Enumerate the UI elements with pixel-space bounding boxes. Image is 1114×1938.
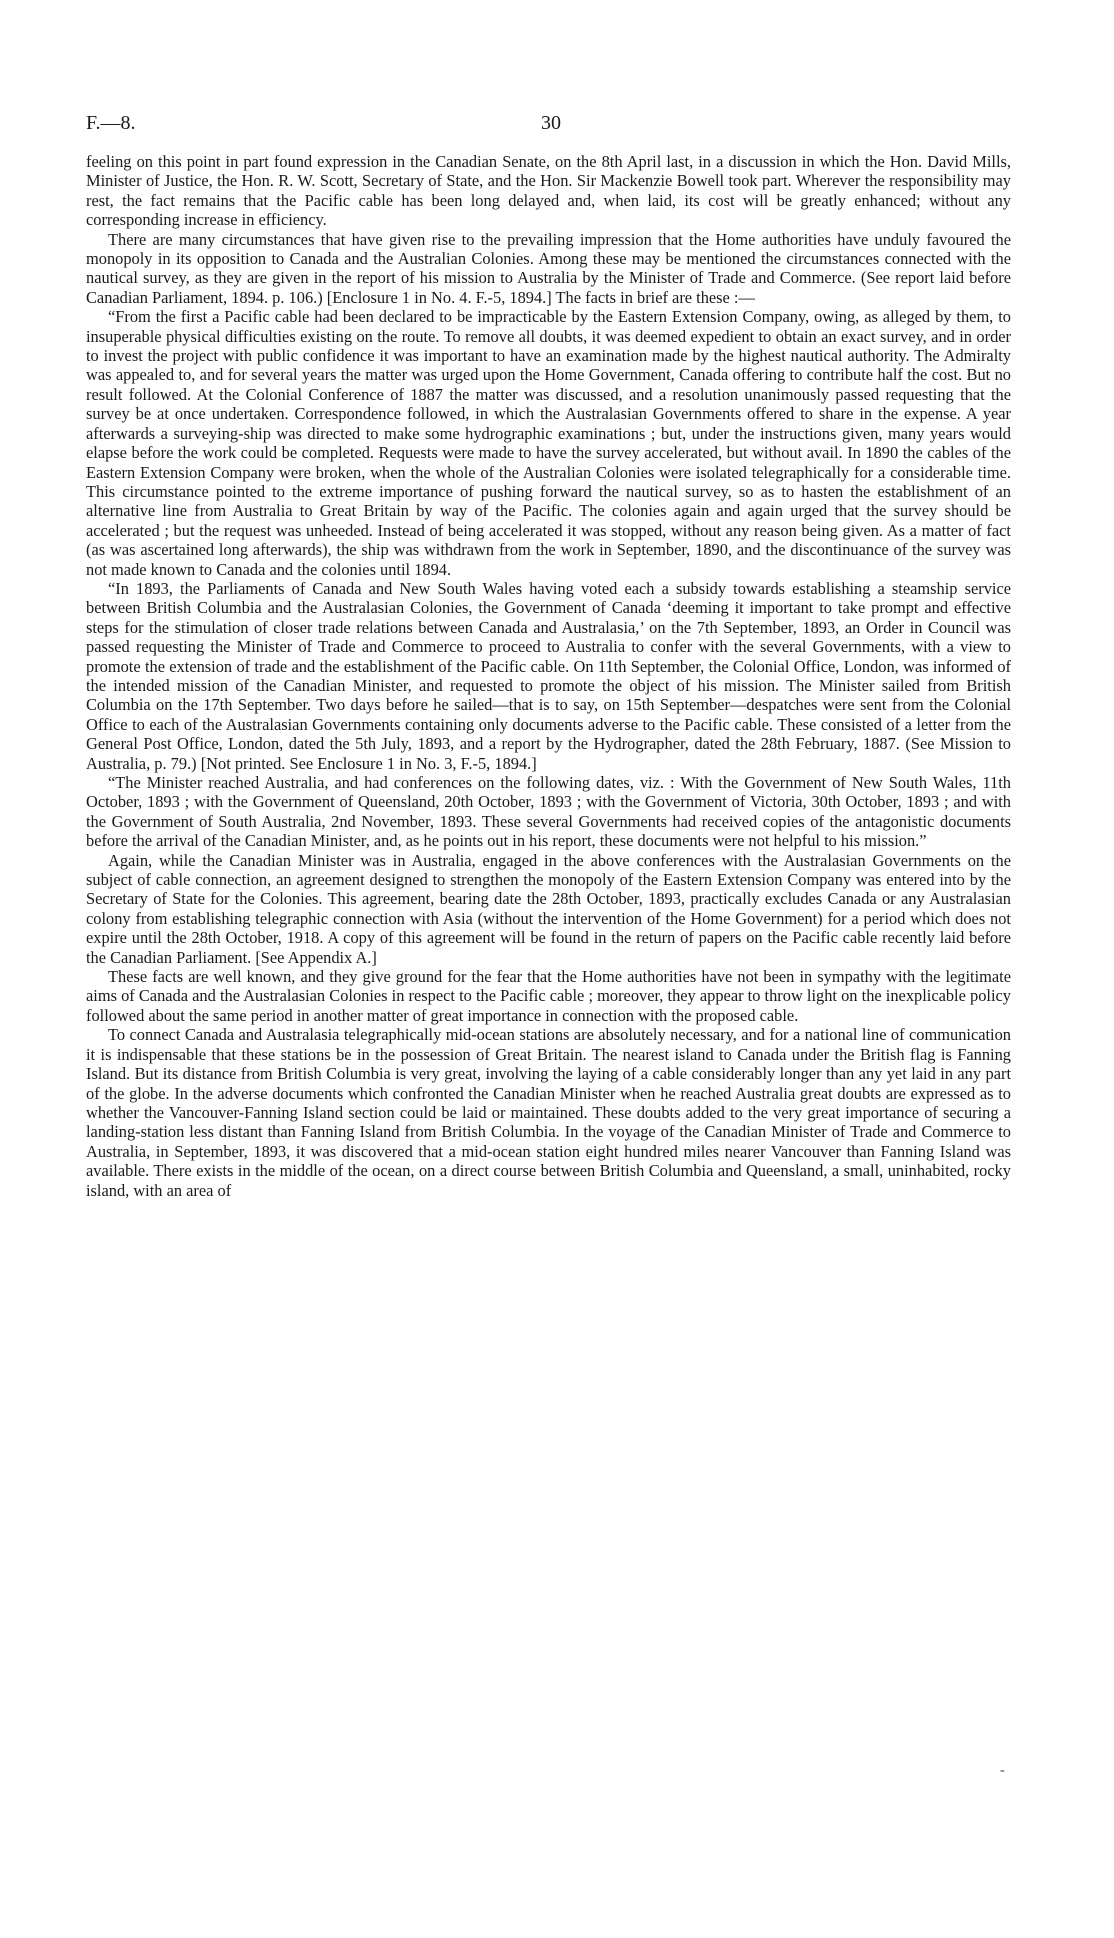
paragraph-3: “From the first a Pacific cable had been declared to be impracticable by the Eastern Extension Company, owing, as alleged by them, to insuperable physical difficulties existing on the route. To remove all doubts, it was deemed expedient to obtain an exact survey, and in order to invest the project with public confidence it was important to have an examination made by the highest nautical authority. The Admiralty was appealed to, and for several years the matter was urged upon the Home Government, Canada offering to contribute half the cost. But no result followed. At the Colonial Conference of 1887 the matter was discussed, and a resolution unanimously passed requesting that the survey be at once undertaken. Correspondence followed, in which the Australasian Governments offered to share in the expense. A year afterwards a surveying-ship was directed to make some hydrographic examinations ; but, under the instructions given, many years would elapse before the work could be completed. Requests were made to have the survey accelerated, but without avail. In 1890 the cables of the Eastern Extension Company were broken, when the whole of the Australian Colonies were isolated telegraphically for a considerable time. This circumstance pointed to the extreme importance of pushing forward the nautical survey, so as to hasten the establishment of an alternative line from Australia to Great Britain by way of the Pacific. The colonies again and again urged that the survey should be accelerated ; but the request was unheeded. Instead of being accelerated it was stopped, without any reason being given. As a matter of fact (as was ascertained long afterwards), the ship was withdrawn from the work in September, 1890, and the discontinuance of the survey was not made known to Canada and the colonies until 1894. — [86, 307, 1011, 579]
document-page — [86, 112, 1011, 1200]
page-number: 30 — [541, 112, 561, 134]
paragraph-8: To connect Canada and Australasia telegraphically mid-ocean stations are absolutely necessary, and for a national line of communication it is indispensable that these stations be in the possession of Great Britain. The nearest island to Canada under the British flag is Fanning Island. But its distance from British Columbia is very great, involving the laying of a cable considerably longer than any yet laid in any part of the globe. In the adverse documents which confronted the Canadian Minister when he reached Australia great doubts are expressed as to whether the Vancouver-Fanning Island section could be laid or maintained. These doubts added to the very great importance of securing a landing-station less distant than Fanning Island from British Columbia. In the voyage of the Canadian Minister of Trade and Commerce to Australia, in September, 1893, it was discovered that a mid-ocean station eight hundred miles nearer Vancouver than Fanning Island was available. There exists in the middle of the ocean, on a direct course between British Columbia and Queensland, a small, uninhabited, rocky island, with an area of — [86, 1025, 1011, 1200]
page-header — [86, 112, 1011, 152]
paragraph-4: “In 1893, the Parliaments of Canada and New South Wales having voted each a subsidy towards establishing a steamship service between British Columbia and the Australasian Colonies, the Government of Canada ‘deeming it important to take prompt and effective steps for the stimulation of closer trade relations between Canada and Australasia,’ on the 7th September, 1893, an Order in Council was passed requesting the Minister of Trade and Commerce to proceed to Australia to confer with the several Governments, with a view to promote the extension of trade and the establishment of the Pacific cable. On 11th September, the Colonial Office, London, was informed of the intended mission of the Canadian Minister, and requested to promote the object of his mission. The Minister sailed from British Columbia on the 17th September. Two days before he sailed—that is to say, on 15th September—despatches were sent from the Colonial Office to each of the Australasian Governments containing only documents adverse to the Pacific cable. These consisted of a letter from the General Post Office, London, dated the 5th July, 1893, and a report by the Hydrographer, dated the 28th February, 1887. (See Mission to Australia, p. 79.) [Not printed. See Enclosure 1 in No. 3, F.-5, 1894.] — [86, 578, 1011, 773]
paragraph-6: Again, while the Canadian Minister was in Australia, engaged in the above conferences with the Australasian Governments on the subject of cable connection, an agreement designed to strengthen the monopoly of the Eastern Extension Company was entered into by the Secretary of State for the Colonies. This agreement, bearing date the 28th October, 1893, practically excludes Canada or any Australasian colony from establishing telegraphic connection with Asia (without the intervention of the Home Government) for a period which does not expire until the 28th October, 1918. A copy of this agreement will be found in the return of papers on the Pacific cable recently laid before the Canadian Parliament. [See Appendix A.] — [86, 850, 1011, 967]
document-reference: F.—8. — [86, 112, 136, 134]
paragraph-2: There are many circumstances that have given rise to the prevailing impression that the Home authorities have unduly favoured the monopoly in its opposition to Canada and the Australian Colonies. Among these may be mentioned the circumstances connected with the nautical survey, as they are given in the report of his mission to Australia by the Minister of Trade and Commerce. (See report laid before Canadian Parliament, 1894. p. 106.) [Enclosure 1 in No. 4. F.-5, 1894.] The facts in brief are these :— — [86, 229, 1011, 307]
body-text — [86, 152, 1011, 1200]
margin-mark: - — [1000, 1763, 1005, 1778]
paragraph-1: feeling on this point in part found expression in the Canadian Senate, on the 8th April last, in a discussion in which the Hon. David Mills, Minister of Justice, the Hon. R. W. Scott, Secretary of State, and the Hon. Sir Mackenzie Bowell took part. Wherever the responsibility may rest, the fact remains that the Pacific cable has been long delayed and, when laid, its cost will be greatly enhanced; without any corresponding increase in efficiency. — [86, 152, 1011, 230]
paragraph-7: These facts are well known, and they give ground for the fear that the Home authorities have not been in sympathy with the legitimate aims of Canada and the Australasian Colonies in respect to the Pacific cable ; moreover, they appear to throw light on the inexplicable policy followed about the same period in another matter of great importance in connection with the proposed cable. — [86, 967, 1011, 1025]
paragraph-5: “The Minister reached Australia, and had conferences on the following dates, viz. : With the Government of New South Wales, 11th October, 1893 ; with the Government of Queensland, 20th October, 1893 ; with the Government of Victoria, 30th October, 1893 ; and with the Government of South Australia, 2nd November, 1893. These several Governments had received copies of the antagonistic documents before the arrival of the Canadian Minister, and, as he points out in his report, these documents were not helpful to his mission.” — [86, 773, 1011, 851]
